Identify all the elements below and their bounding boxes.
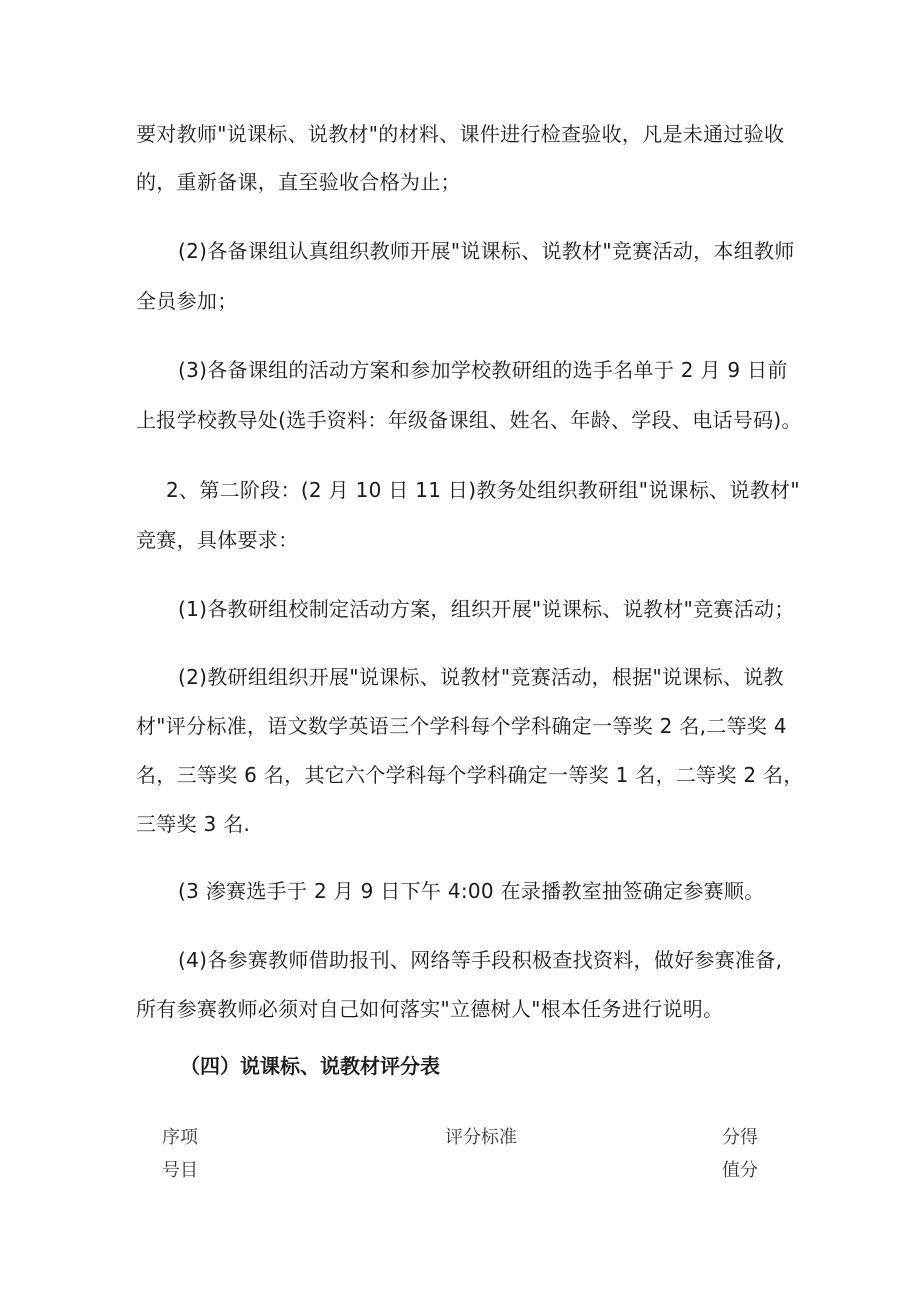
paragraph-line: (2)各备课组认真组织教师开展"说课标、说教材"竞赛活动，本组教师 — [178, 239, 795, 263]
paragraph-line: (4)各参赛教师借助报刊、网络等手段积极查找资料，做好参赛准备, — [178, 948, 783, 972]
paragraph-line: (1)各教研组校制定活动方案，组织开展"说课标、说教材"竞赛活动； — [178, 597, 795, 621]
paragraph-line: 所有参赛教师必须对自己如何落实"立德树人"根本任务进行说明。 — [136, 997, 724, 1021]
table-header-col3-line1: 分得 — [722, 1127, 758, 1148]
table-header-col3-line2: 值分 — [722, 1160, 758, 1181]
paragraph-line: (2)教研组组织开展"说课标、说教材"竞赛活动，根据"说课标、说教 — [178, 665, 784, 689]
table-header-col1-line1: 序项 — [162, 1127, 198, 1148]
paragraph-line: 要对教师"说课标、说教材"的材料、课件进行检查验收，凡是未通过验收 — [136, 122, 785, 146]
paragraph-line: (3 渗赛选手于 2 月 9 日下午 4:00 在录播教室抽签确定参赛顺。 — [178, 879, 765, 903]
table-header-col2: 评分标准 — [445, 1127, 517, 1148]
table-header-col1-line2: 号目 — [162, 1160, 198, 1181]
paragraph-line: 材"评分标准，语文数学英语三个学科每个学科确定一等奖 2 名,二等奖 4 — [136, 714, 787, 738]
paragraph-line: 的，重新备课，直至验收合格为止； — [136, 170, 461, 194]
paragraph-line: 名，三等奖 6 名，其它六个学科每个学科确定一等奖 1 名，二等奖 2 名， — [136, 763, 804, 787]
paragraph-line: 上报学校教导处(选手资料：年级备课组、姓名、年龄、学段、电话号码)。 — [136, 408, 802, 432]
section-heading: （四）说课标、说教材评分表 — [180, 1054, 440, 1078]
paragraph-line: 2、第二阶段：(2 月 10 日 11 日)教务处组织教研组"说课标、说教材" — [166, 478, 800, 502]
paragraph-line: 三等奖 3 名. — [136, 812, 251, 836]
paragraph-line: 全员参加； — [136, 289, 238, 313]
paragraph-line: (3)各备课组的活动方案和参加学校教研组的选手名单于 2 月 9 日前 — [178, 358, 788, 382]
paragraph-line: 竞赛，具体要求： — [136, 528, 299, 552]
